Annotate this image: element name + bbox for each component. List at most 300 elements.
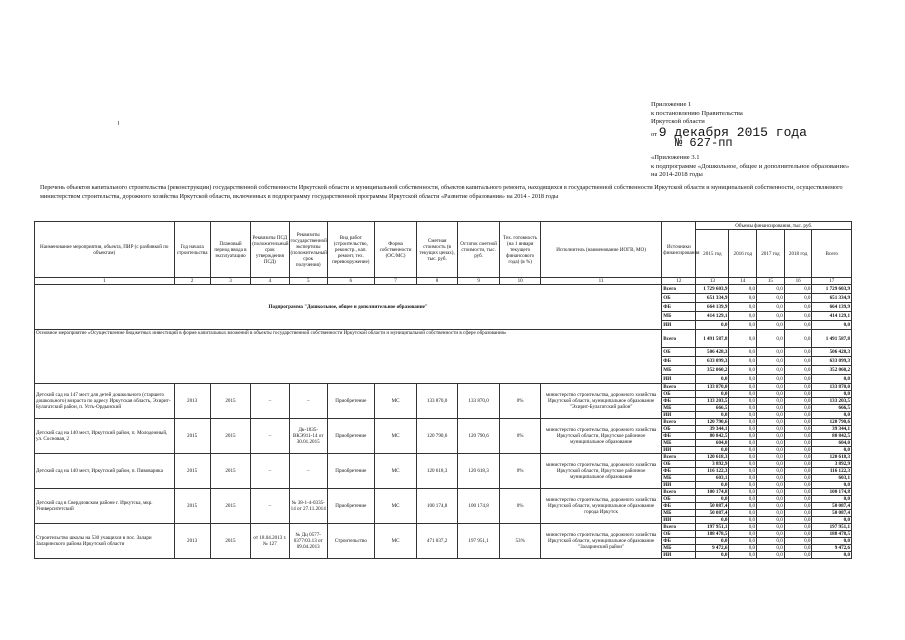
fund-value: 0,0 — [757, 447, 785, 454]
fund-value: 651 334,9 — [696, 294, 729, 303]
object-name: Детский сад на 140 мест, Иркутский район, п. Молодежный, ул. Сосновая, 2 — [35, 419, 175, 454]
fund-value: 0,0 — [784, 398, 812, 405]
table-body — [35, 285, 852, 559]
fund-source: ФБ — [662, 468, 696, 475]
object-ownership: МС — [374, 489, 417, 524]
col-number: 15 — [757, 278, 785, 285]
fund-value: 0,0 — [729, 433, 757, 440]
decree-number: № 627-пп — [675, 136, 733, 151]
fund-source: Всего — [662, 454, 696, 461]
fund-value: 0,0 — [784, 419, 812, 426]
appendix-line-2: к постановлению Правительства — [651, 109, 743, 117]
fund-value: 0,0 — [784, 384, 812, 391]
fund-source: МБ — [662, 545, 696, 552]
object-ownership: МС — [374, 419, 417, 454]
fund-source: ФБ — [662, 357, 696, 366]
fund-value: 0,0 — [729, 405, 757, 412]
fund-value: 0,0 — [757, 489, 785, 496]
fund-value: 0,0 — [784, 285, 812, 294]
scan-mark — [118, 121, 119, 125]
fund-value: 0,0 — [784, 330, 812, 348]
fund-value: 0,0 — [729, 517, 757, 524]
fund-value: 50 087,4 — [696, 503, 729, 510]
object-executor: министерство строительства, дорожного хозяйства Иркутской области, муниципальное образование "Эхирит-Булагатский район" — [540, 384, 661, 419]
fund-total: 120 618,3 — [812, 454, 852, 461]
fund-total: 197 951,1 — [812, 524, 852, 531]
fund-value: 0,0 — [784, 375, 812, 384]
col-year: 2016 год — [729, 230, 757, 278]
fund-total: 0,0 — [812, 552, 852, 559]
object-plan-year: 2015 — [210, 524, 250, 559]
object-start-year: 2013 — [174, 384, 210, 419]
fund-value: 0,0 — [757, 524, 785, 531]
col-number: 6 — [327, 278, 374, 285]
appendix-line-3: Иркутской области — [651, 118, 705, 126]
object-executor: министерство строительства, дорожного хозяйства Иркутской области, муниципальное образование "Заларинский район" — [540, 524, 661, 559]
fund-value: 0,0 — [729, 531, 757, 538]
fund-value: 633 099,3 — [696, 357, 729, 366]
fund-value: 0,0 — [696, 375, 729, 384]
fund-total: 39 344,1 — [812, 426, 852, 433]
fund-value: 0,0 — [757, 531, 785, 538]
fund-source: ИИ — [662, 375, 696, 384]
col-number: 1 — [35, 278, 175, 285]
fund-value: 0,0 — [729, 496, 757, 503]
fund-source: МБ — [662, 405, 696, 412]
col-number: 13 — [696, 278, 729, 285]
object-executor: министерство строительства, дорожного хозяйства Иркутской области, Иркутское районное муниципальное образование — [540, 454, 661, 489]
object-rest-cost: 197 951,1 — [457, 524, 500, 559]
table-row — [35, 419, 852, 426]
fund-value: 0,0 — [757, 440, 785, 447]
object-readiness: 0% — [500, 419, 540, 454]
fund-value: 0,0 — [729, 454, 757, 461]
fund-value: 0,0 — [729, 348, 757, 357]
table-row — [35, 384, 852, 391]
fund-total: 0,0 — [812, 538, 852, 545]
fund-source: МБ — [662, 510, 696, 517]
fund-value: 0,0 — [757, 405, 785, 412]
col-number: 16 — [784, 278, 812, 285]
fund-value: 0,0 — [729, 468, 757, 475]
fund-total: 604,0 — [812, 440, 852, 447]
table-row — [35, 489, 852, 496]
table-header — [35, 222, 852, 285]
fund-source: ФБ — [662, 398, 696, 405]
fund-value: 197 951,1 — [696, 524, 729, 531]
object-readiness: 0% — [500, 489, 540, 524]
fund-value: 188 478,5 — [696, 531, 729, 538]
col-source: Источники финансирования — [662, 222, 696, 278]
fund-value: 0,0 — [696, 391, 729, 398]
fund-value: 0,0 — [784, 294, 812, 303]
main-event-name: Основное мероприятие «Осуществление бюджетных инвестиций в форме капитальных вложений в объекты государственной собственности Иркутской области и муниципальной собственности в сфере образования» — [35, 330, 662, 384]
fund-value: 414 129,1 — [696, 312, 729, 321]
fund-value: 0,0 — [729, 391, 757, 398]
fund-value: 0,0 — [784, 496, 812, 503]
appendix-line-1: Приложение 1 — [651, 101, 692, 108]
fund-value: 0,0 — [757, 366, 785, 375]
fund-value: 0,0 — [784, 366, 812, 375]
fund-source: МБ — [662, 312, 696, 321]
fund-value: 0,0 — [729, 503, 757, 510]
col-number: 8 — [417, 278, 457, 285]
fund-value: 0,0 — [784, 538, 812, 545]
fund-value: 0,0 — [757, 426, 785, 433]
fund-value: 0,0 — [729, 447, 757, 454]
fund-value: 0,0 — [784, 510, 812, 517]
fund-source: Всего — [662, 524, 696, 531]
fund-value: 0,0 — [757, 285, 785, 294]
col-readiness: Тех. готовность (на 1 января текущего финансового года) (в %) — [500, 222, 540, 278]
col-year: 2017 год — [757, 230, 785, 278]
fund-value: 0,0 — [729, 426, 757, 433]
fund-total: 0,0 — [812, 375, 852, 384]
col-year: 2015 год — [696, 230, 729, 278]
fund-value: 0,0 — [696, 412, 729, 419]
fund-total: 0,0 — [812, 412, 852, 419]
object-name: Детский сад на 140 мест, Иркутский район, п. Пивоварика — [35, 454, 175, 489]
fund-value: 0,0 — [729, 461, 757, 468]
object-plan-year: 2015 — [210, 419, 250, 454]
fund-value: 0,0 — [757, 312, 785, 321]
fund-value: 0,0 — [757, 330, 785, 348]
fund-total: 0,0 — [812, 496, 852, 503]
subprogram-name: Подпрограмма "Дошкольное, общее и дополнительное образование" — [35, 285, 662, 330]
object-psd: – — [251, 489, 289, 524]
fund-value: 0,0 — [696, 496, 729, 503]
fund-total: 50 087,4 — [812, 503, 852, 510]
fund-value: 0,0 — [784, 454, 812, 461]
fund-total: 188 478,5 — [812, 531, 852, 538]
fund-value: 0,0 — [729, 489, 757, 496]
fund-value: 0,0 — [784, 552, 812, 559]
col-psd: Реквизиты ПСД (положительный срок утверждения ПСД) — [251, 222, 289, 278]
fund-value: 1 491 587,8 — [696, 330, 729, 348]
object-ownership: МС — [374, 454, 417, 489]
object-work-type: Приобретение — [327, 489, 374, 524]
fund-value: 39 344,1 — [696, 426, 729, 433]
fund-value: 0,0 — [784, 475, 812, 482]
fund-value: 3 892,9 — [696, 461, 729, 468]
object-plan-year: 2015 — [210, 454, 250, 489]
fund-value: 0,0 — [784, 426, 812, 433]
fund-source: ОБ — [662, 348, 696, 357]
objects-table — [34, 221, 852, 559]
col-rest-cost: Остаток сметной стоимости, тыс. руб. — [457, 222, 500, 278]
fund-value: 0,0 — [696, 321, 729, 330]
fund-source: МБ — [662, 366, 696, 375]
object-ownership: МС — [374, 524, 417, 559]
subprogram-row — [35, 285, 852, 294]
col-number: 9 — [457, 278, 500, 285]
fund-value: 0,0 — [784, 303, 812, 312]
fund-total: 133 870,0 — [812, 384, 852, 391]
object-readiness: 53% — [500, 524, 540, 559]
fund-total: 603,1 — [812, 475, 852, 482]
fund-total: 0,0 — [812, 447, 852, 454]
fund-total: 0,0 — [812, 482, 852, 489]
fund-source: ИИ — [662, 517, 696, 524]
fund-value: 0,0 — [757, 398, 785, 405]
fund-value: 50 087,4 — [696, 510, 729, 517]
object-psd: – — [251, 454, 289, 489]
fund-value: 0,0 — [757, 482, 785, 489]
appendix-line-5: к подпрограмме «Дошкольное, общее и дополнительное образование» — [651, 162, 850, 170]
fund-source: ФБ — [662, 303, 696, 312]
fund-total: 0,0 — [812, 517, 852, 524]
object-work-type: Приобретение — [327, 454, 374, 489]
object-start-year: 2013 — [174, 524, 210, 559]
object-name: Детский сад на 147 мест для детей дошкольного (старшего дошкольного) возраста по адресу Иркутская область, Эхирит-Булагатский район, п. Усть-Ордынский — [35, 384, 175, 419]
fund-source: Всего — [662, 330, 696, 348]
main-event-row — [35, 330, 852, 348]
fund-value: 664 139,9 — [696, 303, 729, 312]
fund-total: 506 428,3 — [812, 348, 852, 357]
fund-source: ФБ — [662, 503, 696, 510]
col-number: 11 — [540, 278, 661, 285]
fund-total: 1 729 603,9 — [812, 285, 852, 294]
fund-source: ИИ — [662, 447, 696, 454]
fund-value: 0,0 — [729, 440, 757, 447]
object-psd: – — [251, 384, 289, 419]
col-est-cost: Сметная стоимость (в текущих ценах), тыс. руб. — [417, 222, 457, 278]
fund-source: Всего — [662, 285, 696, 294]
object-expertise: – — [289, 454, 327, 489]
fund-value: 0,0 — [696, 482, 729, 489]
fund-source: ФБ — [662, 433, 696, 440]
fund-value: 0,0 — [784, 524, 812, 531]
fund-value: 0,0 — [784, 440, 812, 447]
fund-value: 0,0 — [757, 412, 785, 419]
object-start-year: 2015 — [174, 454, 210, 489]
fund-value: 133 203,5 — [696, 398, 729, 405]
fund-value: 0,0 — [757, 357, 785, 366]
object-psd: от 18.04.2013 г. № 127 — [251, 524, 289, 559]
object-readiness: 0% — [500, 384, 540, 419]
col-volumes: Объемы финансирования, тыс. руб. — [696, 222, 852, 230]
fund-source: ОБ — [662, 391, 696, 398]
object-expertise: № Дц 0577-0377/03.13 от 09.04.2013 — [289, 524, 327, 559]
fund-value: 0,0 — [729, 366, 757, 375]
fund-total: 633 099,3 — [812, 357, 852, 366]
fund-value: 0,0 — [729, 384, 757, 391]
fund-value: 0,0 — [784, 517, 812, 524]
fund-value: 0,0 — [729, 510, 757, 517]
fund-total: 116 122,3 — [812, 468, 852, 475]
fund-total: 120 790,6 — [812, 419, 852, 426]
object-est-cost: 133 870,0 — [417, 384, 457, 419]
object-rest-cost: 100 174,8 — [457, 489, 500, 524]
appendix-header — [651, 101, 901, 180]
fund-value: 506 428,3 — [696, 348, 729, 357]
fund-total: 0,0 — [812, 321, 852, 330]
object-expertise: – — [289, 384, 327, 419]
col-number: 14 — [729, 278, 757, 285]
fund-total: 80 842,5 — [812, 433, 852, 440]
col-ownership: Форма собственности (ОС/МС) — [374, 222, 417, 278]
fund-value: 0,0 — [757, 552, 785, 559]
fund-source: МБ — [662, 440, 696, 447]
document-title: Перечень объектов капитального строительства (реконструкции) государственной собственности Иркутской области и муниципальной собственности, объектов капитального ремонта, находящихся в государственной собственности Иркутской области и муниципальной собственности, осуществляемого министерством строительства, дорожного хозяйства Иркутской области, включенных в подпрограмму государственной программы Иркутской области «Развитие образования» на 2014 - 2018 годы — [40, 184, 843, 200]
fund-value: 0,0 — [729, 482, 757, 489]
fund-value: 0,0 — [784, 412, 812, 419]
object-est-cost: 120 790,6 — [417, 419, 457, 454]
fund-value: 0,0 — [757, 475, 785, 482]
object-executor: министерство строительства, дорожного хозяйства Иркутской области, муниципальное образование города Иркутск — [540, 489, 661, 524]
fund-value: 0,0 — [757, 419, 785, 426]
object-work-type: Приобретение — [327, 384, 374, 419]
fund-source: ИИ — [662, 321, 696, 330]
fund-source: ИИ — [662, 552, 696, 559]
fund-total: 414 129,1 — [812, 312, 852, 321]
fund-source: Всего — [662, 419, 696, 426]
fund-value: 0,0 — [729, 475, 757, 482]
fund-value: 120 618,3 — [696, 454, 729, 461]
col-executor: Исполнитель (наименование ИОГВ, МО) — [540, 222, 661, 278]
appendix-line-6: на 2014-2018 годы — [651, 171, 703, 179]
col-number: 7 — [374, 278, 417, 285]
fund-total: 666,5 — [812, 405, 852, 412]
fund-value: 120 790,6 — [696, 419, 729, 426]
fund-value: 0,0 — [729, 330, 757, 348]
fund-value: 0,0 — [757, 461, 785, 468]
fund-value: 116 122,3 — [696, 468, 729, 475]
fund-source: Всего — [662, 489, 696, 496]
fund-value: 133 870,0 — [696, 384, 729, 391]
fund-source: МБ — [662, 475, 696, 482]
object-rest-cost: 120 790,6 — [457, 419, 500, 454]
fund-value: 0,0 — [757, 375, 785, 384]
fund-value: 0,0 — [757, 510, 785, 517]
fund-value: 0,0 — [784, 321, 812, 330]
fund-total: 133 203,5 — [812, 398, 852, 405]
table-row — [35, 454, 852, 461]
fund-value: 0,0 — [784, 531, 812, 538]
fund-source: ОБ — [662, 294, 696, 303]
object-expertise: Дк-1835-ВКЭ911-14 от 30.01.2015 — [289, 419, 327, 454]
date-prefix: от — [651, 130, 658, 138]
col-number: 4 — [251, 278, 289, 285]
col-number: 2 — [174, 278, 210, 285]
fund-value: 666,5 — [696, 405, 729, 412]
fund-source: ОБ — [662, 531, 696, 538]
col-total: Всего — [812, 230, 852, 278]
col-number: 10 — [500, 278, 540, 285]
object-start-year: 2015 — [174, 489, 210, 524]
fund-value: 0,0 — [729, 303, 757, 312]
fund-value: 0,0 — [729, 398, 757, 405]
col-name: Наименование мероприятия, объекта, ПИР (с разбивкой по объектам) — [35, 222, 175, 278]
fund-total: 651 334,9 — [812, 294, 852, 303]
fund-value: 100 174,8 — [696, 489, 729, 496]
col-number: 5 — [289, 278, 327, 285]
fund-value: 0,0 — [784, 489, 812, 496]
fund-source: ОБ — [662, 496, 696, 503]
fund-value: 0,0 — [757, 496, 785, 503]
fund-value: 0,0 — [729, 285, 757, 294]
fund-value: 0,0 — [757, 321, 785, 330]
fund-value: 0,0 — [784, 433, 812, 440]
fund-total: 1 491 587,8 — [812, 330, 852, 348]
col-start: Год начала строительства — [174, 222, 210, 278]
fund-value: 0,0 — [729, 375, 757, 384]
object-start-year: 2015 — [174, 419, 210, 454]
fund-source: ИИ — [662, 412, 696, 419]
fund-value: 0,0 — [696, 517, 729, 524]
fund-value: 0,0 — [696, 538, 729, 545]
col-number: 3 — [210, 278, 250, 285]
fund-value: 0,0 — [729, 419, 757, 426]
object-expertise: № 38-1-4-0335-14 от 27.11.2014 — [289, 489, 327, 524]
fund-value: 352 060,2 — [696, 366, 729, 375]
fund-value: 0,0 — [784, 447, 812, 454]
fund-value: 0,0 — [729, 321, 757, 330]
fund-value: 0,0 — [784, 461, 812, 468]
fund-total: 50 087,4 — [812, 510, 852, 517]
fund-value: 603,1 — [696, 475, 729, 482]
object-work-type: Строительство — [327, 524, 374, 559]
fund-value: 0,0 — [757, 503, 785, 510]
fund-value: 0,0 — [784, 405, 812, 412]
fund-value: 0,0 — [757, 294, 785, 303]
fund-value: 0,0 — [757, 538, 785, 545]
fund-source: Всего — [662, 384, 696, 391]
fund-value: 0,0 — [784, 482, 812, 489]
fund-value: 9 472,6 — [696, 545, 729, 552]
fund-value: 0,0 — [729, 552, 757, 559]
fund-value: 0,0 — [757, 517, 785, 524]
fund-value: 0,0 — [757, 468, 785, 475]
object-executor: министерство строительства, дорожного хозяйства Иркутской области, Иркутское районное муниципальное образование — [540, 419, 661, 454]
object-plan-year: 2015 — [210, 489, 250, 524]
col-number: 17 — [812, 278, 852, 285]
fund-total: 9 472,6 — [812, 545, 852, 552]
fund-value: 0,0 — [757, 545, 785, 552]
col-plan: Плановый период ввода в эксплуатацию — [210, 222, 250, 278]
col-work: Вид работ (строительство, реконстр., кап. ремонт, тех. перевооружение) — [327, 222, 374, 278]
fund-value: 0,0 — [784, 348, 812, 357]
col-number: 12 — [662, 278, 696, 285]
col-expertise: Реквизиты государственной экспертизы (положительный срок получения) — [289, 222, 327, 278]
fund-value: 0,0 — [784, 357, 812, 366]
fund-value: 0,0 — [696, 447, 729, 454]
fund-value: 0,0 — [784, 468, 812, 475]
fund-source: ОБ — [662, 426, 696, 433]
object-est-cost: 100 174,8 — [417, 489, 457, 524]
object-work-type: Приобретение — [327, 419, 374, 454]
fund-total: 100 174,8 — [812, 489, 852, 496]
fund-source: ИИ — [662, 482, 696, 489]
fund-value: 0,0 — [757, 391, 785, 398]
fund-value: 1 729 603,9 — [696, 285, 729, 294]
fund-value: 0,0 — [784, 391, 812, 398]
fund-total: 3 892,9 — [812, 461, 852, 468]
col-year: 2018 год — [784, 230, 812, 278]
fund-value: 0,0 — [784, 545, 812, 552]
fund-value: 0,0 — [729, 312, 757, 321]
fund-value: 0,0 — [729, 357, 757, 366]
fund-value: 0,0 — [757, 433, 785, 440]
object-psd: – — [251, 419, 289, 454]
fund-value: 604,0 — [696, 440, 729, 447]
fund-value: 0,0 — [757, 384, 785, 391]
fund-value: 0,0 — [729, 545, 757, 552]
fund-value: 0,0 — [757, 454, 785, 461]
fund-source: ФБ — [662, 538, 696, 545]
object-readiness: 0% — [500, 454, 540, 489]
fund-source: ОБ — [662, 461, 696, 468]
